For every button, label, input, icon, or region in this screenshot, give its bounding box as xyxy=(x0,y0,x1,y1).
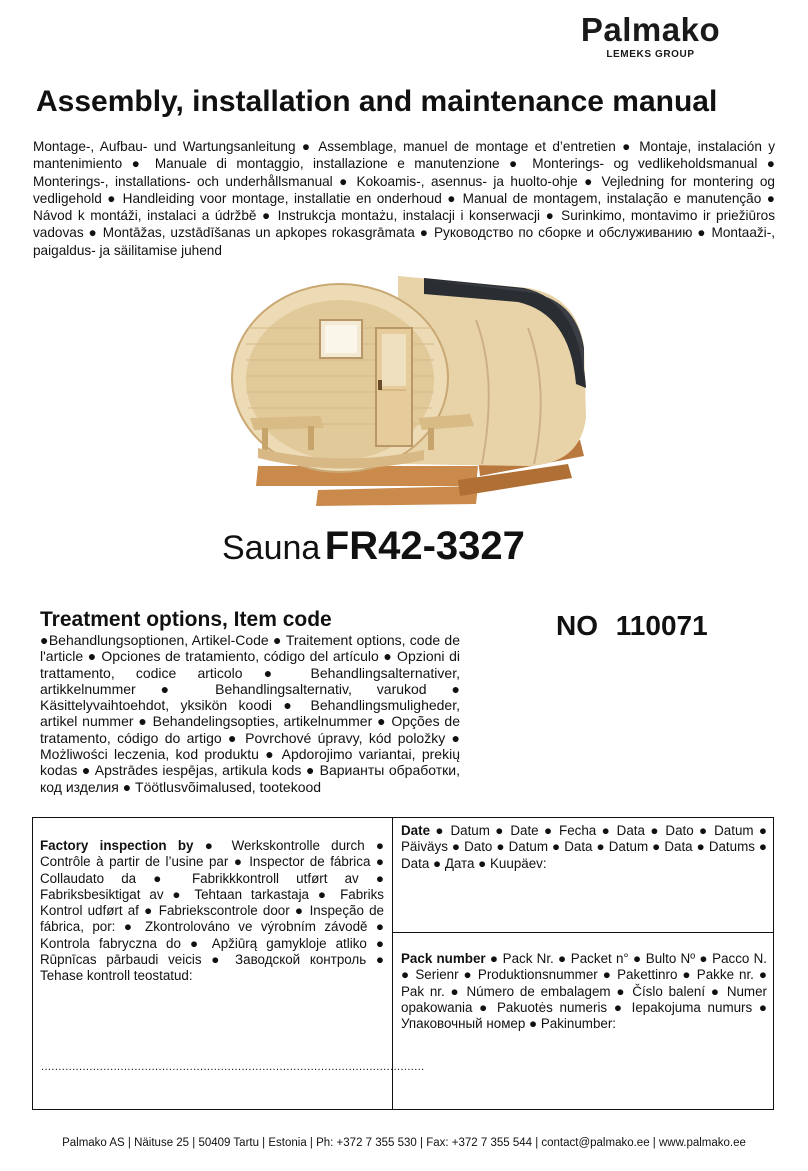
date-translations: ● Datum ● Date ● Fecha ● Data ● Dato ● Datum ● Päiväys ● Dato ● Datum ● Data ● Datum ● Data ● Datums ● Data ● Дата ● Kuupäev: xyxy=(401,823,767,871)
item-code: NO 110071 xyxy=(556,610,708,641)
brand-logo xyxy=(568,12,733,72)
form-divider-horizontal xyxy=(392,932,773,933)
date-cell xyxy=(401,823,767,872)
factory-inspection-cell xyxy=(40,838,384,985)
product-prefix: Sauna xyxy=(222,529,321,567)
factory-inspection-translations: ● Werkskontrolle durch ● Contrôle à partir de l’usine par ● Inspector de fábrica ● Collaudato da ● Fabrikkkontroll utført av ● Fabriksbesiktigat av ● Tehtaan tarkastaja ● Fabriks Kontrol udført af ● Fabriekscontrole door ● Inspeção de fábrica, por: ● Zkontrolováno ve výrobním závodě ● Kontrola fabryczna do ● Apžiūrą gamykloje atliko ● Rūpnīcas pārbaudi veicis ● Заводской контроль ● Tehase kontroll teostatud: xyxy=(40,838,384,984)
factory-inspection-label: Factory inspection by xyxy=(40,838,194,853)
product-code: FR42-3327 xyxy=(324,524,525,568)
pack-number-translations: ● Pack Nr. ● Packet n° ● Bulto Nº ● Pacco N. ● Serienr ● Produktionsnummer ● Pakettinro ● Pakke nr. ● Pak nr. ● Número de embalagem ● Číslo balení ● Numer opakowania ● Pakuotės numeris ● Iepakojuma numurs ● Упаковочный номер ● Pakinumber: xyxy=(401,951,767,1032)
pack-number-cell xyxy=(401,951,767,1032)
footer-contact: Palmako AS | Näituse 25 | 50409 Tartu | Estonia | Ph: +372 7 355 530 | Fax: +372 7 355 544 | contact@palmako.ee | www.palmako.ee xyxy=(62,1137,746,1149)
inspection-form xyxy=(32,817,774,1110)
sauna-product-image xyxy=(228,268,596,516)
pack-number-label: Pack number xyxy=(401,951,486,966)
title-translations: Montage-, Aufbau- und Wartungsanleitung ● Assemblage, manuel de montage et d’entretien ● Montaje, instalación y mantenimiento ● Manuale di montaggio, installazione e manutenzione ● Monterings- og vedlikeholdsmanual ● Monterings-, installations- och underhållsmanual ● Kokoamis-, asennus- ja huolto-ohje ● Vejledning for montering og vedligehold ● Handleiding voor montage, installatie en onderhoud ● Manual de montagem, instalação e manutenção ● Návod k montáži, instalaci a údržbě ● Instrukcja montażu, instalacji i konserwacji ● Surinkimo, montavimo ir priežiūros vadovas ● Montāžas, uzstādīšanas un apkopes rokasgrāmata ● Руководство по сборке и обслуживанию ● Montaaži-, paigaldus- ja säilitamise juhend xyxy=(33,139,775,258)
date-label: Date xyxy=(401,823,431,838)
document-title: Assembly, installation and maintenance manual xyxy=(36,85,718,118)
brand-name: Palmako xyxy=(580,11,721,48)
signature-line: ............................................................................................................... xyxy=(41,1061,425,1073)
treatment-title: Treatment options, Item code xyxy=(40,608,332,631)
product-name xyxy=(222,524,622,569)
treatment-translations: ●Behandlungsoptionen, Artikel-Code ● Traitement options, code de l'article ● Opciones de tratamiento, código del artículo ● Opzioni di trattamento, codice articolo ● Behandlingsalternativer, artikkelnummer ● Behandlingsalternativ, varukod ● Käsittelyvaihtoehdot, yksikön koodi ● Behandlingsmuligheder, artikel nummer ● Behandelingsopties, artikelnummer ● Opções de tratamento, código do artigo ● Povrchové úpravy, kód položky ● Możliwości leczenia, kod produktu ● Apdorojimo variantai, prekių kodas ● Apstrādes iespējas, artikula kods ● Варианты обработки, код изделия ● Töötlusvõimalused, tootekood xyxy=(40,632,460,795)
brand-group: LEMEKS GROUP xyxy=(606,49,695,60)
